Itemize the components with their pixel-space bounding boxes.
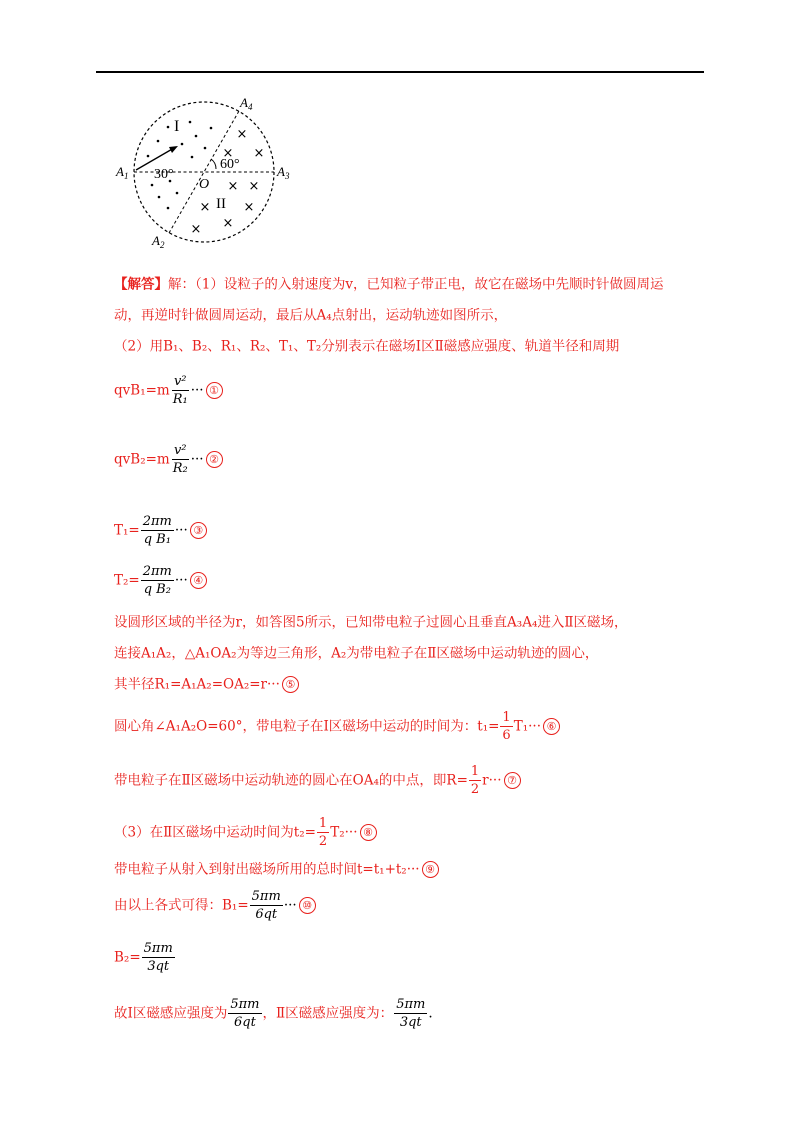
answer-tag: 【解答】 bbox=[114, 276, 168, 293]
eq1-number: ① bbox=[206, 382, 223, 399]
p6-tail: T₂··· bbox=[330, 824, 358, 841]
paragraph-9 bbox=[114, 940, 176, 975]
part-2-heading bbox=[114, 336, 619, 357]
eq1-numerator: v² bbox=[173, 374, 187, 389]
p8-dots: ··· bbox=[283, 897, 297, 914]
label-region-1: I bbox=[174, 118, 180, 135]
p10-period: . bbox=[428, 1005, 433, 1022]
paragraph-8 bbox=[114, 888, 316, 923]
eq2-numerator: v² bbox=[173, 443, 187, 458]
p2-text: 连接A₁A₂，△A₁OA₂为等边三角形，A₂为带电粒子在Ⅱ区磁场中运动轨迹的圆心， bbox=[114, 645, 599, 662]
eq3-number: ③ bbox=[190, 522, 207, 539]
paragraph-2 bbox=[114, 643, 598, 664]
arrow-head bbox=[169, 146, 178, 153]
label-a3: $A_3$ bbox=[277, 164, 290, 181]
p4-numerator: 1 bbox=[502, 710, 511, 725]
p5-number: ⑦ bbox=[504, 772, 521, 789]
label-a2: $A_2$ bbox=[152, 233, 165, 248]
p8-text: 由以上各式可得：B₁= bbox=[114, 897, 249, 914]
paragraph-6 bbox=[114, 815, 377, 850]
eq1-left: qvB₁=m bbox=[114, 382, 170, 399]
p7-number: ⑨ bbox=[422, 861, 439, 878]
eq2-fraction bbox=[171, 442, 190, 477]
p9-fraction bbox=[142, 940, 175, 975]
paragraph-3 bbox=[114, 674, 299, 695]
eq2-denominator: R₂ bbox=[172, 461, 188, 476]
p10-text-a: 故Ⅰ区磁感应强度为 bbox=[114, 1005, 228, 1022]
eq3-fraction bbox=[141, 513, 174, 548]
p5-tail: r··· bbox=[482, 772, 502, 789]
p9-denominator: 3qt bbox=[147, 959, 170, 974]
label-o: O bbox=[199, 177, 210, 192]
svg-text:×: × bbox=[243, 200, 255, 215]
p8-fraction bbox=[250, 888, 283, 923]
paragraph-5 bbox=[114, 763, 521, 798]
eq4-number: ④ bbox=[190, 572, 207, 589]
p5-text: 带电粒子在Ⅱ区磁场中运动轨迹的圆心在OA₄的中点，即R= bbox=[114, 772, 468, 789]
intro-text-2: 动，再逆时针做圆周运动，最后从A₄点射出，运动轨迹如图所示， bbox=[114, 307, 508, 324]
svg-text:×: × bbox=[199, 200, 211, 215]
svg-text:×: × bbox=[222, 146, 234, 161]
svg-text:×: × bbox=[222, 216, 234, 231]
header-rule bbox=[96, 71, 704, 73]
p6-text: （3）在Ⅱ区磁场中运动时间为t₂= bbox=[114, 824, 316, 841]
svg-text:×: × bbox=[190, 222, 202, 237]
svg-text:×: × bbox=[236, 127, 248, 142]
p10-numerator-2: 5πm bbox=[396, 997, 426, 1012]
p3-text: 其半径R₁=A₁A₂=OA₂=r··· bbox=[114, 676, 280, 693]
paragraph-4 bbox=[114, 709, 560, 744]
solution-line-2 bbox=[114, 305, 507, 326]
p1-text: 设圆形区域的半径为r，如答图5所示，已知带电粒子过圆心且垂直A₃A₄进入Ⅱ区磁场， bbox=[114, 614, 628, 631]
paragraph-7 bbox=[114, 859, 439, 880]
eq4-numerator: 2πm bbox=[142, 564, 172, 579]
p9-numerator: 5πm bbox=[143, 941, 173, 956]
p10-numerator-1: 5πm bbox=[230, 997, 260, 1012]
p3-number: ⑤ bbox=[282, 676, 299, 693]
eq4-denominator: q B₂ bbox=[143, 582, 171, 597]
eq3-left: T₁= bbox=[114, 522, 140, 539]
p8-numerator: 5πm bbox=[251, 889, 281, 904]
magnetic-field-diagram bbox=[112, 93, 302, 248]
equation-4 bbox=[114, 563, 207, 598]
eq1-fraction bbox=[171, 373, 190, 408]
eq4-dots: ··· bbox=[174, 572, 188, 589]
paragraph-10 bbox=[114, 996, 433, 1031]
p6-numerator: 1 bbox=[318, 816, 328, 831]
part-2-text: （2）用B₁、B₂、R₁、R₂、T₁、T₂分别表示在磁场Ⅰ区Ⅱ磁感应强度、轨道半径和周期 bbox=[114, 338, 620, 355]
p4-tail: T₁··· bbox=[513, 718, 541, 735]
p7-text: 带电粒子从射入到射出磁场所用的总时间t=t₁+t₂··· bbox=[114, 861, 420, 878]
label-region-2: II bbox=[216, 196, 226, 212]
eq2-dots: ··· bbox=[190, 451, 204, 468]
eq3-numerator: 2πm bbox=[142, 514, 172, 529]
p10-denominator-1: 6qt bbox=[234, 1015, 256, 1030]
svg-text:×: × bbox=[248, 179, 260, 194]
eq3-denominator: q B₁ bbox=[143, 532, 171, 547]
eq4-fraction bbox=[141, 563, 174, 598]
p4-fraction bbox=[500, 709, 512, 744]
svg-text:×: × bbox=[253, 146, 265, 161]
equation-3 bbox=[114, 513, 207, 548]
eq2-number: ② bbox=[206, 451, 223, 468]
field-out-dots bbox=[147, 121, 213, 210]
eq1-dots: ··· bbox=[190, 382, 204, 399]
paragraph-1 bbox=[114, 612, 628, 633]
p6-fraction bbox=[317, 815, 329, 850]
p6-number: ⑧ bbox=[360, 824, 377, 841]
p5-denominator: 2 bbox=[470, 782, 480, 797]
p10-denominator-2: 3qt bbox=[399, 1015, 422, 1030]
p5-fraction bbox=[469, 763, 481, 798]
eq2-left: qvB₂=m bbox=[114, 451, 170, 468]
solution-line-1 bbox=[114, 274, 663, 295]
p10-text-b: ，Ⅱ区磁感应强度为： bbox=[262, 1005, 394, 1022]
svg-text:×: × bbox=[227, 179, 239, 194]
equation-2 bbox=[114, 442, 223, 477]
eq3-dots: ··· bbox=[174, 522, 188, 539]
label-angle-30: 30° bbox=[154, 167, 174, 182]
intro-text: 解：（1）设粒子的入射速度为v，已知粒子带正电，故它在磁场中先顺时针做圆周运 bbox=[168, 276, 664, 293]
p6-denominator: 2 bbox=[318, 834, 328, 849]
p5-numerator: 1 bbox=[470, 764, 480, 779]
equation-1 bbox=[114, 373, 223, 408]
label-a1: $A_1$ bbox=[116, 164, 129, 181]
eq1-denominator: R₁ bbox=[172, 392, 188, 407]
angle-arc-60 bbox=[211, 159, 216, 169]
p8-number: ⑩ bbox=[299, 897, 316, 914]
p10-fraction-2 bbox=[394, 996, 427, 1031]
p8-denominator: 6qt bbox=[255, 907, 278, 922]
p9-text: B₂= bbox=[114, 949, 141, 966]
p4-number: ⑥ bbox=[543, 718, 560, 735]
eq4-left: T₂= bbox=[114, 572, 140, 589]
p10-fraction-1 bbox=[228, 996, 261, 1031]
label-a4: $A_4$ bbox=[240, 95, 253, 112]
label-angle-60: 60° bbox=[220, 157, 240, 172]
p4-text: 圆心角∠A₁A₂O=60°，带电粒子在Ⅰ区磁场中运动的时间为：t₁= bbox=[114, 718, 500, 735]
p4-denominator: 6 bbox=[502, 728, 511, 743]
